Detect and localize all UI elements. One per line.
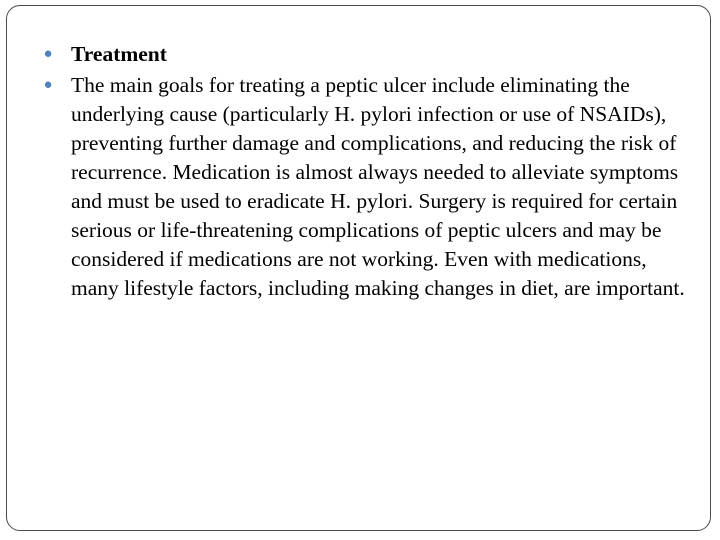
bullet-list (35, 40, 695, 305)
bullet-item-treatment (35, 40, 695, 69)
bullet-dot-icon: ● (43, 77, 53, 93)
bullet-body-text: The main goals for treating a peptic ulcer include eliminating the underlying cause (particularly H. pylori infection or use of NSAIDs), preventing further damage and complications, and reducing the risk of recurrence. Medication is almost always needed to alleviate symptoms and must be used to eradicate H. pylori. Surgery is required for certain serious or life-threatening complications of peptic ulcers and may be considered if medications are not working. Even with medications, many lifestyle factors, including making changes in diet, are important. (71, 73, 685, 300)
slide-frame (6, 5, 711, 531)
bullet-heading: Treatment (71, 42, 167, 66)
bullet-item-body (35, 71, 695, 303)
bullet-dot-icon: ● (43, 46, 53, 62)
